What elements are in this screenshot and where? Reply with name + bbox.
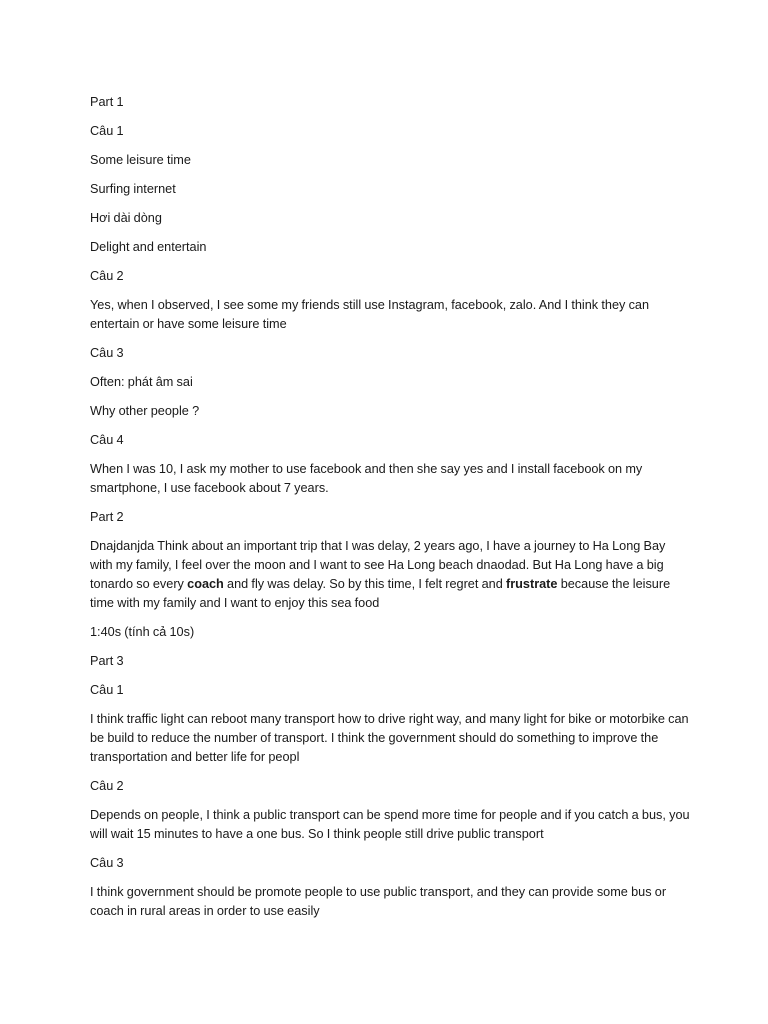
paragraph [90,681,690,700]
paragraph [90,777,690,796]
paragraph [90,431,690,450]
paragraph [90,209,690,228]
paragraph-text: When I was 10, I ask my mother to use facebook and then she say yes and I install facebook on my smartphone, I use facebook about 7 years. [90,462,643,495]
document-body [90,93,690,931]
paragraph-text: Câu 1 [90,683,124,697]
paragraph [90,652,690,671]
paragraph-text: Câu 2 [90,269,124,283]
bold-text: coach [187,577,224,591]
paragraph [90,267,690,286]
paragraph [90,806,690,844]
bold-text: frustrate [506,577,558,591]
paragraph-text: Hơi dài dòng [90,211,162,225]
paragraph-text: Some leisure time [90,153,191,167]
paragraph-text: Why other people ? [90,404,200,418]
paragraph [90,122,690,141]
paragraph-text: Câu 4 [90,433,124,447]
paragraph-text: Câu 2 [90,779,124,793]
paragraph-text: Part 1 [90,95,124,109]
paragraph-text: Surfing internet [90,182,176,196]
paragraph-text: and fly was delay. So by this time, I felt regret and [223,577,506,591]
paragraph-text: Often: phát âm sai [90,375,193,389]
paragraph-text: I think traffic light can reboot many transport how to drive right way, and many light for bike or motorbike can be build to reduce the number of transport. I think the government should do something to improve the transportation and better life for peopl [90,712,689,764]
paragraph [90,93,690,112]
paragraph-text: because the leisure time with my family and I want to enjoy this sea food [90,577,671,610]
paragraph-text: Câu 3 [90,856,124,870]
paragraph [90,238,690,257]
paragraph-text: Part 3 [90,654,124,668]
paragraph [90,402,690,421]
paragraph-text: Delight and entertain [90,240,207,254]
paragraph-text: I think government should be promote people to use public transport, and they can provide some bus or coach in rural areas in order to use easily [90,885,667,918]
paragraph [90,344,690,363]
paragraph [90,373,690,392]
paragraph-text: Part 2 [90,510,124,524]
paragraph [90,296,690,334]
paragraph [90,180,690,199]
paragraph-text: Dnajdanjda Think about an important trip that I was delay, 2 years ago, I have a journey to Ha Long Bay with my family, I feel over the moon and I want to see Ha Long beach dnaodad. But Ha Long have a big tonardo so every [90,539,666,591]
paragraph-text: Câu 3 [90,346,124,360]
paragraph [90,460,690,498]
paragraph-text: Câu 1 [90,124,124,138]
paragraph [90,883,690,921]
paragraph-text: Yes, when I observed, I see some my friends still use Instagram, facebook, zalo. And I think they can entertain or have some leisure time [90,298,650,331]
paragraph [90,623,690,642]
paragraph-text: 1:40s (tính cả 10s) [90,625,195,639]
paragraph [90,508,690,527]
paragraph [90,151,690,170]
paragraph [90,710,690,767]
paragraph [90,537,690,613]
paragraph-text: Depends on people, I think a public transport can be spend more time for people and if you catch a bus, you will wait 15 minutes to have a one bus. So I think people still drive public transport [90,808,690,841]
paragraph [90,854,690,873]
